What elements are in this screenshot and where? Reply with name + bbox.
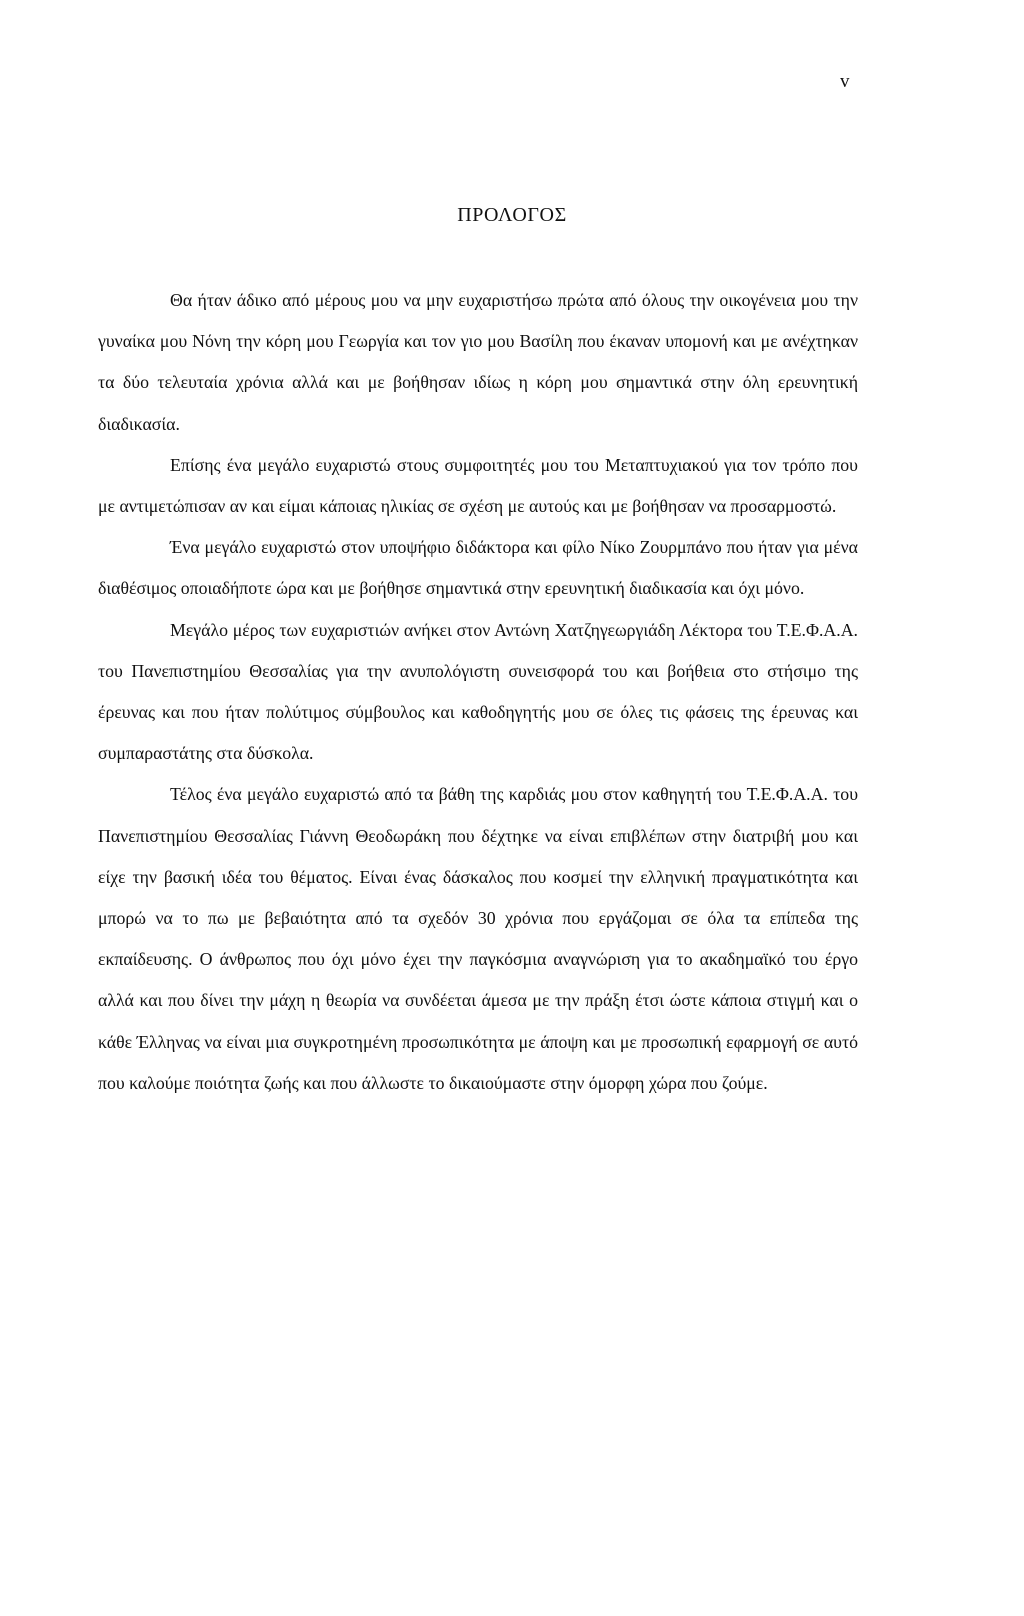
paragraph-colleague-thanks: Ένα μεγάλο ευχαριστώ στον υποψήφιο διδάκτορα και φίλο Νίκο Ζουρμπάνο που ήταν για μένα διαθέσιμος οποιαδήποτε ώρα και με βοήθησε σημαντικά στην ερευνητική διαδικασία και όχι μόνο.: [98, 537, 858, 599]
preface-body: [98, 280, 858, 1104]
page-number: v: [840, 71, 850, 92]
paragraph-classmates-thanks: Επίσης ένα μεγάλο ευχαριστώ στους συμφοιτητές μου του Μεταπτυχιακού για τον τρόπο που με αντιμετώπισαν αν και είμαι κάποιας ηλικίας σε σχέση με αυτούς και με βοήθησαν να προσαρμοστώ.: [98, 454, 858, 517]
page-title: ΠΡΟΛΟΓΟΣ: [457, 204, 567, 226]
paragraph-supervisor-thanks: Τέλος ένα μεγάλο ευχαριστώ από τα βάθη της καρδιάς μου στον καθηγητή του Τ.Ε.Φ.Α.Α. του Πανεπιστημίου Θεσσαλίας Γιάννη Θεοδωράκη που δέχτηκε να είναι επιβλέπων στην διατριβή μου και είχε την βασική ιδέα του θέματος. Είναι ένας δάσκαλος που κοσμεί την ελληνική πραγματικότητα και μπορώ να το πω με βεβαιότητα από τα σχεδόν 30 χρόνια που εργάζομαι σε όλα τα επίπεδα της εκπαίδευσης. Ο άνθρωπος που όχι μόνο έχει την παγκόσμια αναγνώριση για το ακαδημαϊκό του έργο αλλά και που δίνει την μάχη η θεωρία να συνδέεται άμεσα με την πράξη έτσι ώστε κάποια στιγμή και ο κάθε Έλληνας να είναι μια συγκροτημένη προσωπικότητα με άποψη και με προσωπική εφαρμογή σε αυτό που καλούμε ποιότητα ζωής και που άλλωστε το δικαιούμαστε στην όμορφη χώρα που ζούμε.: [98, 784, 858, 1093]
paragraph-lecturer-thanks: Μεγάλο μέρος των ευχαριστιών ανήκει στον Αντώνη Χατζηγεωργιάδη Λέκτορα του Τ.Ε.Φ.Α.Α. του Πανεπιστημίου Θεσσαλίας για την ανυπολόγιστη συνεισφορά του και βοήθεια στο στήσιμο της έρευνας και που ήταν πολύτιμος σύμβουλος και καθοδηγητής μου σε όλες τις φάσεις της έρευνας και συμπαραστάτης στα δύσκολα.: [98, 619, 858, 764]
paragraph-family-thanks: Θα ήταν άδικο από μέρους μου να μην ευχαριστήσω πρώτα από όλους την οικογένεια μου την γυναίκα μου Νόνη την κόρη μου Γεωργία και τον γιο μου Βασίλη που έκαναν υπομονή και με ανέχτηκαν τα δύο τελευταία χρόνια αλλά και με βοήθησαν ιδίως η κόρη μου σημαντικά στην όλη ερευνητική διαδικασία.: [98, 290, 858, 434]
